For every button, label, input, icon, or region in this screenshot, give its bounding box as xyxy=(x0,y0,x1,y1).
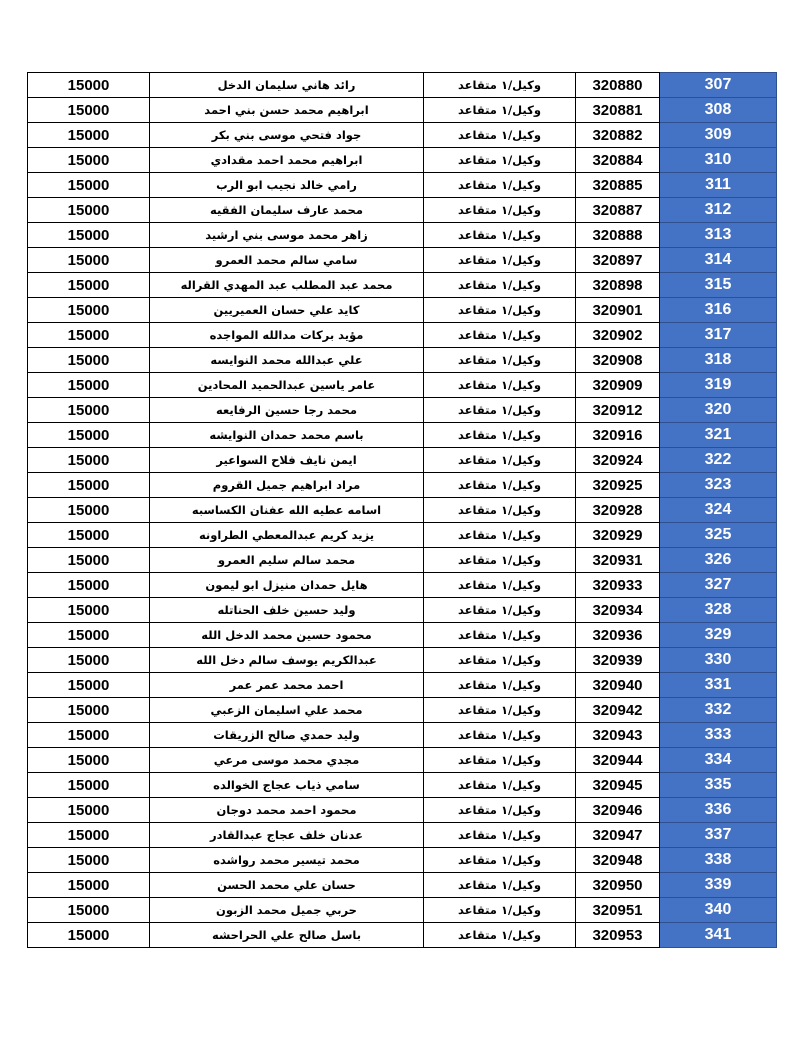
sequence-cell: 335 xyxy=(660,773,777,798)
name-cell: زاهر محمد موسى بني ارشيد xyxy=(150,223,424,248)
military-number-cell: 320951 xyxy=(576,898,660,923)
military-number-cell: 320908 xyxy=(576,348,660,373)
rank-cell: وكيل/١ متقاعد xyxy=(424,223,576,248)
military-number-cell: 320882 xyxy=(576,123,660,148)
name-cell: عامر ياسين عبدالحميد المحادين xyxy=(150,373,424,398)
rank-cell: وكيل/١ متقاعد xyxy=(424,348,576,373)
table-row xyxy=(28,198,777,223)
rank-cell: وكيل/١ متقاعد xyxy=(424,473,576,498)
name-cell: اسامه عطيه الله عفنان الكساسبه xyxy=(150,498,424,523)
military-number-cell: 320881 xyxy=(576,98,660,123)
amount-cell: 15000 xyxy=(28,223,150,248)
amount-cell: 15000 xyxy=(28,398,150,423)
name-cell: باسل صالح علي الحراحشه xyxy=(150,923,424,948)
military-number-cell: 320948 xyxy=(576,848,660,873)
amount-cell: 15000 xyxy=(28,448,150,473)
table-row xyxy=(28,73,777,98)
table-row xyxy=(28,448,777,473)
table-row xyxy=(28,673,777,698)
rank-cell: وكيل/١ متقاعد xyxy=(424,873,576,898)
table-row xyxy=(28,123,777,148)
sequence-cell: 336 xyxy=(660,798,777,823)
amount-cell: 15000 xyxy=(28,173,150,198)
table-row xyxy=(28,648,777,673)
table-row xyxy=(28,423,777,448)
table-body xyxy=(28,73,777,948)
name-cell: رائد هاني سليمان الدخل xyxy=(150,73,424,98)
rank-cell: وكيل/١ متقاعد xyxy=(424,898,576,923)
amount-cell: 15000 xyxy=(28,273,150,298)
military-number-cell: 320887 xyxy=(576,198,660,223)
sequence-cell: 319 xyxy=(660,373,777,398)
sequence-cell: 308 xyxy=(660,98,777,123)
table-row xyxy=(28,298,777,323)
name-cell: احمد محمد عمر عمر xyxy=(150,673,424,698)
amount-cell: 15000 xyxy=(28,648,150,673)
military-number-cell: 320943 xyxy=(576,723,660,748)
amount-cell: 15000 xyxy=(28,323,150,348)
table-row xyxy=(28,873,777,898)
rank-cell: وكيل/١ متقاعد xyxy=(424,423,576,448)
rank-cell: وكيل/١ متقاعد xyxy=(424,398,576,423)
military-number-cell: 320939 xyxy=(576,648,660,673)
sequence-cell: 309 xyxy=(660,123,777,148)
rank-cell: وكيل/١ متقاعد xyxy=(424,773,576,798)
table-row xyxy=(28,473,777,498)
amount-cell: 15000 xyxy=(28,198,150,223)
name-cell: محمد عبد المطلب عبد المهدي القراله xyxy=(150,273,424,298)
name-cell: ايمن نايف فلاح السواعير xyxy=(150,448,424,473)
sequence-cell: 315 xyxy=(660,273,777,298)
table-row xyxy=(28,373,777,398)
military-number-cell: 320946 xyxy=(576,798,660,823)
military-number-cell: 320931 xyxy=(576,548,660,573)
amount-cell: 15000 xyxy=(28,498,150,523)
military-number-cell: 320916 xyxy=(576,423,660,448)
sequence-cell: 341 xyxy=(660,923,777,948)
amount-cell: 15000 xyxy=(28,123,150,148)
military-number-cell: 320940 xyxy=(576,673,660,698)
rank-cell: وكيل/١ متقاعد xyxy=(424,298,576,323)
amount-cell: 15000 xyxy=(28,98,150,123)
sequence-cell: 321 xyxy=(660,423,777,448)
name-cell: جواد فتحي موسى بني بكر xyxy=(150,123,424,148)
rank-cell: وكيل/١ متقاعد xyxy=(424,148,576,173)
amount-cell: 15000 xyxy=(28,923,150,948)
rank-cell: وكيل/١ متقاعد xyxy=(424,798,576,823)
table-row xyxy=(28,623,777,648)
sequence-cell: 326 xyxy=(660,548,777,573)
military-number-cell: 320912 xyxy=(576,398,660,423)
table-row xyxy=(28,523,777,548)
military-number-cell: 320909 xyxy=(576,373,660,398)
sequence-cell: 330 xyxy=(660,648,777,673)
name-cell: علي عبدالله محمد النوايسه xyxy=(150,348,424,373)
rank-cell: وكيل/١ متقاعد xyxy=(424,673,576,698)
rank-cell: وكيل/١ متقاعد xyxy=(424,848,576,873)
rank-cell: وكيل/١ متقاعد xyxy=(424,573,576,598)
rank-cell: وكيل/١ متقاعد xyxy=(424,373,576,398)
rank-cell: وكيل/١ متقاعد xyxy=(424,73,576,98)
military-number-cell: 320934 xyxy=(576,598,660,623)
name-cell: عبدالكريم يوسف سالم دخل الله xyxy=(150,648,424,673)
table-row xyxy=(28,848,777,873)
table-row xyxy=(28,223,777,248)
table-row xyxy=(28,898,777,923)
military-number-cell: 320928 xyxy=(576,498,660,523)
sequence-cell: 318 xyxy=(660,348,777,373)
rank-cell: وكيل/١ متقاعد xyxy=(424,323,576,348)
sequence-cell: 340 xyxy=(660,898,777,923)
sequence-cell: 328 xyxy=(660,598,777,623)
sequence-cell: 314 xyxy=(660,248,777,273)
military-number-cell: 320888 xyxy=(576,223,660,248)
name-cell: مراد ابراهيم جميل القروم xyxy=(150,473,424,498)
military-number-cell: 320929 xyxy=(576,523,660,548)
rank-cell: وكيل/١ متقاعد xyxy=(424,648,576,673)
amount-cell: 15000 xyxy=(28,148,150,173)
table-row xyxy=(28,173,777,198)
name-cell: وليد حمدي صالح الزريقات xyxy=(150,723,424,748)
table-row xyxy=(28,573,777,598)
rank-cell: وكيل/١ متقاعد xyxy=(424,198,576,223)
amount-cell: 15000 xyxy=(28,673,150,698)
military-number-cell: 320902 xyxy=(576,323,660,348)
military-number-cell: 320936 xyxy=(576,623,660,648)
personnel-table xyxy=(27,72,777,948)
amount-cell: 15000 xyxy=(28,598,150,623)
name-cell: محمد عارف سليمان الفقيه xyxy=(150,198,424,223)
military-number-cell: 320933 xyxy=(576,573,660,598)
name-cell: محمد رجا حسين الرفايعه xyxy=(150,398,424,423)
sequence-cell: 324 xyxy=(660,498,777,523)
sequence-cell: 337 xyxy=(660,823,777,848)
rank-cell: وكيل/١ متقاعد xyxy=(424,598,576,623)
name-cell: حربي جميل محمد الزبون xyxy=(150,898,424,923)
name-cell: رامي خالد نجيب ابو الرب xyxy=(150,173,424,198)
table-row xyxy=(28,548,777,573)
sequence-cell: 320 xyxy=(660,398,777,423)
table-row xyxy=(28,348,777,373)
rank-cell: وكيل/١ متقاعد xyxy=(424,448,576,473)
military-number-cell: 320953 xyxy=(576,923,660,948)
rank-cell: وكيل/١ متقاعد xyxy=(424,173,576,198)
amount-cell: 15000 xyxy=(28,848,150,873)
name-cell: محمد علي اسليمان الزعبي xyxy=(150,698,424,723)
sequence-cell: 307 xyxy=(660,73,777,98)
name-cell: محمود حسين محمد الدخل الله xyxy=(150,623,424,648)
sequence-cell: 316 xyxy=(660,298,777,323)
rank-cell: وكيل/١ متقاعد xyxy=(424,548,576,573)
rank-cell: وكيل/١ متقاعد xyxy=(424,923,576,948)
sequence-cell: 329 xyxy=(660,623,777,648)
name-cell: محمد تيسير محمد رواشده xyxy=(150,848,424,873)
table-row xyxy=(28,698,777,723)
amount-cell: 15000 xyxy=(28,73,150,98)
sequence-cell: 322 xyxy=(660,448,777,473)
amount-cell: 15000 xyxy=(28,298,150,323)
sequence-cell: 332 xyxy=(660,698,777,723)
military-number-cell: 320944 xyxy=(576,748,660,773)
amount-cell: 15000 xyxy=(28,373,150,398)
amount-cell: 15000 xyxy=(28,698,150,723)
amount-cell: 15000 xyxy=(28,823,150,848)
amount-cell: 15000 xyxy=(28,523,150,548)
name-cell: سامي سالم محمد العمرو xyxy=(150,248,424,273)
rank-cell: وكيل/١ متقاعد xyxy=(424,698,576,723)
sequence-cell: 313 xyxy=(660,223,777,248)
military-number-cell: 320897 xyxy=(576,248,660,273)
amount-cell: 15000 xyxy=(28,623,150,648)
table-row xyxy=(28,273,777,298)
amount-cell: 15000 xyxy=(28,248,150,273)
table-row xyxy=(28,498,777,523)
military-number-cell: 320884 xyxy=(576,148,660,173)
sequence-cell: 327 xyxy=(660,573,777,598)
sequence-cell: 323 xyxy=(660,473,777,498)
sequence-cell: 334 xyxy=(660,748,777,773)
amount-cell: 15000 xyxy=(28,348,150,373)
name-cell: عدنان خلف عجاج عبدالقادر xyxy=(150,823,424,848)
military-number-cell: 320950 xyxy=(576,873,660,898)
amount-cell: 15000 xyxy=(28,473,150,498)
name-cell: مجدي محمد موسى مرعي xyxy=(150,748,424,773)
table-row xyxy=(28,323,777,348)
amount-cell: 15000 xyxy=(28,898,150,923)
table-row xyxy=(28,748,777,773)
table-row xyxy=(28,398,777,423)
rank-cell: وكيل/١ متقاعد xyxy=(424,273,576,298)
name-cell: وليد حسين خلف الحناتله xyxy=(150,598,424,623)
military-number-cell: 320924 xyxy=(576,448,660,473)
sequence-cell: 338 xyxy=(660,848,777,873)
table-row xyxy=(28,723,777,748)
sequence-cell: 317 xyxy=(660,323,777,348)
amount-cell: 15000 xyxy=(28,798,150,823)
table-row xyxy=(28,798,777,823)
name-cell: مؤيد بركات مدالله المواجده xyxy=(150,323,424,348)
sequence-cell: 310 xyxy=(660,148,777,173)
sequence-cell: 339 xyxy=(660,873,777,898)
rank-cell: وكيل/١ متقاعد xyxy=(424,498,576,523)
amount-cell: 15000 xyxy=(28,748,150,773)
military-number-cell: 320880 xyxy=(576,73,660,98)
sequence-cell: 311 xyxy=(660,173,777,198)
amount-cell: 15000 xyxy=(28,773,150,798)
name-cell: محمود احمد محمد دوجان xyxy=(150,798,424,823)
name-cell: محمد سالم سليم العمرو xyxy=(150,548,424,573)
table-row xyxy=(28,148,777,173)
table-row xyxy=(28,98,777,123)
sequence-cell: 331 xyxy=(660,673,777,698)
table-row xyxy=(28,923,777,948)
name-cell: هايل حمدان منيزل ابو ليمون xyxy=(150,573,424,598)
name-cell: حسان علي محمد الحسن xyxy=(150,873,424,898)
sequence-cell: 333 xyxy=(660,723,777,748)
name-cell: كايد علي حسان العميريين xyxy=(150,298,424,323)
rank-cell: وكيل/١ متقاعد xyxy=(424,123,576,148)
table-row xyxy=(28,773,777,798)
military-number-cell: 320925 xyxy=(576,473,660,498)
table-row xyxy=(28,598,777,623)
amount-cell: 15000 xyxy=(28,723,150,748)
rank-cell: وكيل/١ متقاعد xyxy=(424,623,576,648)
military-number-cell: 320945 xyxy=(576,773,660,798)
rank-cell: وكيل/١ متقاعد xyxy=(424,523,576,548)
military-number-cell: 320947 xyxy=(576,823,660,848)
rank-cell: وكيل/١ متقاعد xyxy=(424,748,576,773)
rank-cell: وكيل/١ متقاعد xyxy=(424,248,576,273)
sequence-cell: 325 xyxy=(660,523,777,548)
rank-cell: وكيل/١ متقاعد xyxy=(424,98,576,123)
military-number-cell: 320885 xyxy=(576,173,660,198)
amount-cell: 15000 xyxy=(28,573,150,598)
name-cell: سامي ذياب عجاج الخوالده xyxy=(150,773,424,798)
amount-cell: 15000 xyxy=(28,423,150,448)
table-row xyxy=(28,248,777,273)
military-number-cell: 320901 xyxy=(576,298,660,323)
rank-cell: وكيل/١ متقاعد xyxy=(424,823,576,848)
name-cell: ابراهيم محمد حسن بني احمد xyxy=(150,98,424,123)
table-row xyxy=(28,823,777,848)
military-number-cell: 320898 xyxy=(576,273,660,298)
name-cell: ابراهيم محمد احمد مقدادي xyxy=(150,148,424,173)
name-cell: باسم محمد حمدان النوايشه xyxy=(150,423,424,448)
sequence-cell: 312 xyxy=(660,198,777,223)
military-number-cell: 320942 xyxy=(576,698,660,723)
amount-cell: 15000 xyxy=(28,548,150,573)
rank-cell: وكيل/١ متقاعد xyxy=(424,723,576,748)
amount-cell: 15000 xyxy=(28,873,150,898)
name-cell: يزيد كريم عبدالمعطي الطراونه xyxy=(150,523,424,548)
